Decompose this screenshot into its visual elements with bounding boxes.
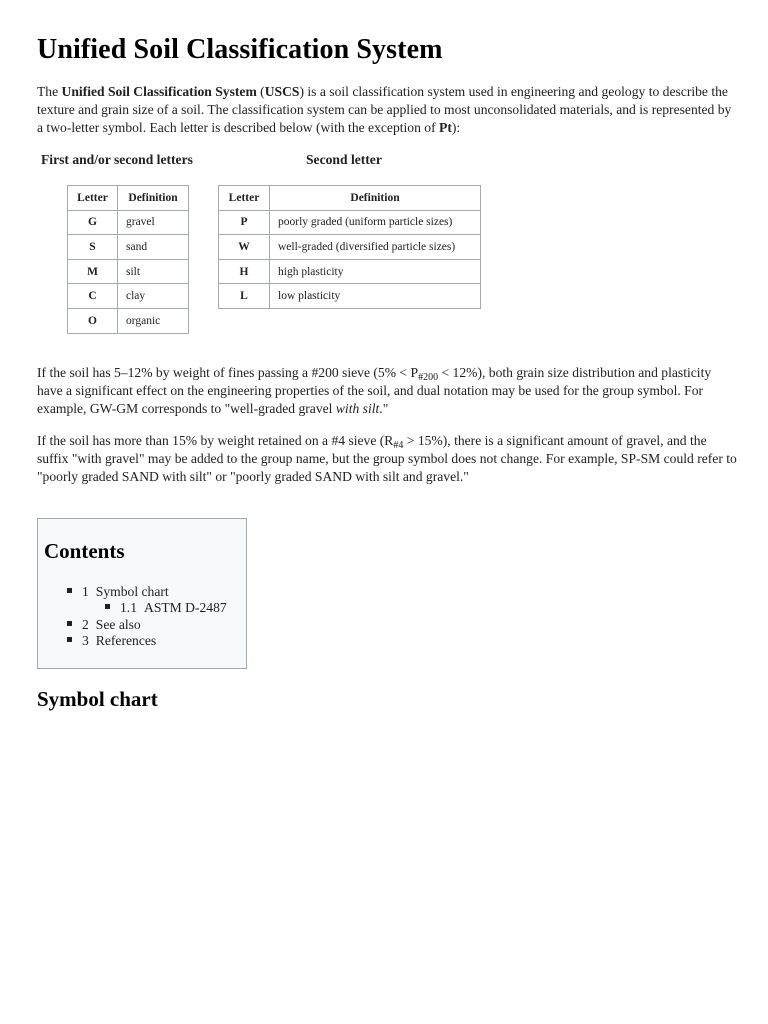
column-header-definition: Definition: [270, 186, 481, 211]
table-row: [68, 259, 189, 284]
letter-cell: L: [219, 284, 270, 309]
definition-cell: clay: [118, 284, 189, 309]
bullet-icon: [105, 604, 110, 609]
toc-number: 1.1: [120, 600, 137, 615]
bullet-icon: [67, 588, 72, 593]
toc-number: 1: [82, 584, 89, 599]
intro-bold-pt: Pt: [439, 120, 452, 135]
first-letters-caption: First and/or second letters: [41, 152, 193, 167]
paragraph-text: If the soil has more than 15% by weight retained on a #4 sieve (R: [37, 433, 394, 448]
toc-item-see-also[interactable]: [67, 617, 141, 633]
table-row: [68, 308, 189, 333]
bullet-icon: [67, 637, 72, 642]
paragraph-text: .": [379, 401, 389, 416]
toc-item-references[interactable]: [67, 633, 156, 649]
table-row: [219, 284, 481, 309]
toc-number: 2: [82, 617, 89, 632]
definition-cell: sand: [118, 235, 189, 260]
table-row: [68, 210, 189, 235]
column-header-letter: Letter: [219, 186, 270, 211]
section-heading-symbol-chart: Symbol chart: [37, 687, 158, 711]
toc-title: Contents: [44, 539, 125, 563]
intro-paragraph: [37, 83, 737, 137]
toc-link[interactable]: Symbol chart: [95, 584, 169, 599]
paragraph-text: > 15%), there is a significant amount of gravel, and the suffix "with gravel" may be added to the group name, but the group symbol does not change. For example, SP-SM could refer to "poorly graded SAND with silt" or "poorly graded SAND with silt and gravel.": [37, 433, 737, 484]
letter-cell: O: [68, 308, 118, 333]
letter-cell: C: [68, 284, 118, 309]
definition-cell: well-graded (diversified particle sizes): [270, 235, 481, 260]
gravel-suffix-paragraph: [37, 432, 737, 486]
toc-link[interactable]: References: [95, 633, 157, 648]
paragraph-text: If the soil has 5–12% by weight of fines passing a #200 sieve (5% < P: [37, 365, 419, 380]
first-letters-table: [67, 185, 189, 334]
toc-number: 3: [82, 633, 89, 648]
page-title: Unified Soil Classification System: [37, 34, 443, 65]
toc-link[interactable]: See also: [95, 617, 141, 632]
letter-cell: M: [68, 259, 118, 284]
table-header-row: [68, 186, 189, 211]
second-letter-caption: Second letter: [306, 152, 382, 167]
table-of-contents: [37, 518, 247, 669]
definition-cell: gravel: [118, 210, 189, 235]
subscript: #200: [418, 372, 439, 383]
intro-text: (: [256, 84, 265, 99]
column-header-letter: Letter: [68, 186, 118, 211]
definition-cell: silt: [118, 259, 189, 284]
table-row: [219, 210, 481, 235]
dual-notation-paragraph: [37, 364, 737, 418]
toc-link[interactable]: ASTM D-2487: [144, 600, 227, 615]
intro-text: ) is a soil classification system used in engineering and geology to describe the texture and grain size of a soil. The classification system can be applied to most unconsolidated materials, and is represented by a two-letter symbol. Each letter is described below (with the exception of: [37, 84, 732, 135]
definition-cell: organic: [118, 308, 189, 333]
toc-item-astm-d-2487[interactable]: [105, 600, 227, 616]
toc-item-symbol-chart[interactable]: [67, 584, 169, 600]
letter-cell: W: [219, 235, 270, 260]
table-row: [68, 284, 189, 309]
subscript: #4: [393, 440, 404, 451]
bullet-icon: [67, 621, 72, 626]
table-row: [219, 235, 481, 260]
second-letter-table: [218, 185, 481, 309]
table-row: [219, 259, 481, 284]
column-header-definition: Definition: [118, 186, 189, 211]
definition-cell: high plasticity: [270, 259, 481, 284]
table-header-row: [219, 186, 481, 211]
intro-bold-abbrev: USCS: [264, 84, 300, 99]
italic-text: with silt: [335, 401, 380, 416]
definition-cell: poorly graded (uniform particle sizes): [270, 210, 481, 235]
table-row: [68, 235, 189, 260]
intro-bold-term: Unified Soil Classification System: [61, 84, 257, 99]
letter-cell: S: [68, 235, 118, 260]
letter-cell: H: [219, 259, 270, 284]
definition-cell: low plasticity: [270, 284, 481, 309]
letter-cell: P: [219, 210, 270, 235]
paragraph-text: < 12%), both grain size distribution and plasticity have a significant effect on the engineering properties of the soil, and dual notation may be used for the group symbol. For example, GW-GM corresponds to "well-graded gravel: [37, 365, 712, 416]
intro-text: ):: [451, 120, 461, 135]
intro-text: The: [37, 84, 62, 99]
letter-cell: G: [68, 210, 118, 235]
